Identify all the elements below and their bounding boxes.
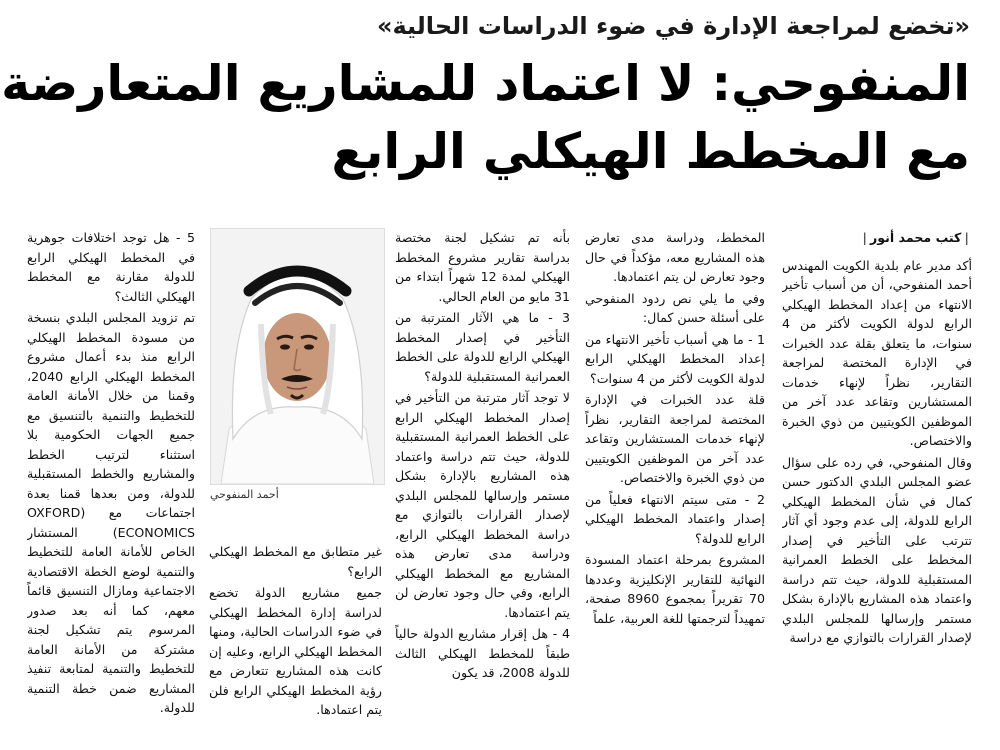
portrait-illustration: [211, 229, 384, 484]
paragraph: غير متطابق مع المخطط الهيكلي الرابع؟: [209, 544, 382, 579]
text-column-3: [395, 228, 570, 740]
paragraph: أكد مدير عام بلدية الكويت المهندس أحمد المنفوحي، أن من أسباب تأخير الانتهاء من إعداد المخطط الهيكلي الرابع لدولة الكويت لأكثر من 4 سنوات، ما يتعلق بقلة عدد الخبرات في الإدارة المختصة لمراجعة التقارير، نظراً لإنهاء خدمات المستشارين وتقاعد عدد آخر من الموظفين الكويتيين من ذوي الخبرة والاختصاص.: [782, 257, 972, 448]
photo-caption: أحمد المنفوحي: [210, 488, 279, 501]
paragraph: المخطط، ودراسة مدى تعارض هذه المشاريع معه، مؤكداً في حال وجود تعارض لن يتم اعتمادها.: [585, 230, 765, 284]
paragraph: 5 - هل توجد اختلافات جوهرية في المخطط الهيكلي الرابع للدولة مقارنة مع المخطط الهيكلي الثالث؟: [27, 230, 195, 304]
byline-divider: |: [862, 230, 868, 245]
paragraph: 4 - هل إقرار مشاريع الدولة حالياً طبقاً للمخطط الهيكلي الثالث للدولة 2008، قد يكون: [395, 626, 570, 680]
paragraph: جميع مشاريع الدولة تخضع لدراسة إدارة المخطط الهيكلي في ضوء الدراسات الحالية، ومنها المخطط الهيكلي الرابع، وعليه إن كانت هذه المشاريع تتعارض مع رؤية المخطط الهيكلي الرابع فلن يتم اعتمادها.: [209, 585, 382, 717]
paragraph: 2 - متى سيتم الانتهاء فعلياً من إصدار واعتماد المخطط الهيكلي الرابع للدولة؟: [585, 491, 765, 546]
paragraph: لا توجد آثار مترتبة من التأخير في إصدار المخطط الهيكلي الرابع على الخطط العمرانية المستقبلية للدولة، حيث تتم دراسة واعتماد هذه المشاريع بالإدارة بشكل مستمر وإرسالها للمجلس البلدي لإصدار القرارات بالتوازي مع دراسة المخطط الهيكلي الرابع، ودراسة مدى تعارض هذه المشاريع مع المخطط الهيكلي الرابع، وفي حال وجود تعارض لن يتم اعتمادها.: [395, 390, 570, 620]
portrait-photo: [210, 228, 385, 485]
text-column-1: [782, 228, 972, 740]
text-column-4: [209, 542, 382, 740]
text-column-5: [27, 228, 195, 740]
paragraph: وقال المنفوحي، في رده على سؤال عضو المجلس البلدي الدكتور حسن كمال في شأن المخطط الهيكلي الرابع للدولة، إلى عدم وجود أي آثار تترتب على التأخير في إصدار المخطط على الخطط العمرانية المستقبلية للدولة، حيث تتم دراسة واعتماد هذه المشاريع بالإدارة بشكل مستمر وإرسالها للمجلس البلدي لإصدار القرارات بالتوازي مع دراسة: [782, 454, 972, 645]
text-column-2: [585, 228, 765, 740]
paragraph: المشروع بمرحلة اعتماد المسودة النهائية للتقارير الإنكليزية وعددها 70 تقريراً بمجموع 8960 صفحة، تمهيداً لترجمتها للغة العربية، علماً: [585, 552, 765, 626]
paragraph: تم تزويد المجلس البلدي بنسخة من مسودة المخطط الهيكلي الرابع منذ بدء أعمال مشروع المخطط الهيكلي الرابع 2040، وقمنا من خلال الأمانة العامة للتخطيط والتنمية بالتنسيق مع جميع الجهات الحكومية بلا استثناء لترتيب الخطط والمشاريع والخطط المستقبلية للدولة، ومن بعدها قمنا بعدة اجتماعات مع (OXFORD ECONOMICS) المستشار الخاص للأمانة العامة للتخطيط والتنمية لوضع الخطة الاقتصادية الاجتماعية ومازال التنسيق قائماً معهم، كما أنه بعد صدور المرسوم يتم تشكيل لجنة مشتركة من الأمانة العامة للتخطيط والتنمية لمتابعة تنفيذ المشاريع ضمن خطة التنمية للدولة.: [27, 310, 195, 715]
byline: [782, 228, 972, 248]
paragraph: بأنه تم تشكيل لجنة مختصة بدراسة تقارير مشروع المخطط الهيكلي لمدة 12 شهراً ابتداء من 31 مايو من العام الحالي.: [395, 230, 570, 304]
byline-author: كتب محمد أنور: [870, 230, 962, 245]
article-kicker: «تخضع لمراجعة الإدارة في ضوء الدراسات الحالية»: [376, 12, 970, 40]
article-headline: [1, 50, 970, 186]
headline-line-2: مع المخطط الهيكلي الرابع: [331, 123, 970, 180]
paragraph: قلة عدد الخبرات في الإدارة المختصة لمراجعة التقارير، نظراً لإنهاء خدمات المستشارين وتقاعد عدد آخر من الموظفين الكويتيين من ذوي الخبرة والاختصاص.: [585, 392, 765, 485]
paragraph: 1 - ما هي أسباب تأخير الانتهاء من إعداد المخطط الهيكلي الرابع لدولة الكويت لأكثر من 4 سنوات؟: [585, 331, 765, 386]
byline-divider: |: [964, 230, 969, 245]
paragraph: 3 - ما هي الآثار المترتبة من التأخير في إصدار المخطط الهيكلي الرابع للدولة على الخطط العمرانية المستقبلية للدولة؟: [395, 310, 570, 384]
headline-line-1: المنفوحي: لا اعتماد للمشاريع المتعارضة: [1, 55, 970, 112]
paragraph: وفي ما يلي نص ردود المنفوحي على أسئلة حسن كمال:: [585, 290, 765, 325]
